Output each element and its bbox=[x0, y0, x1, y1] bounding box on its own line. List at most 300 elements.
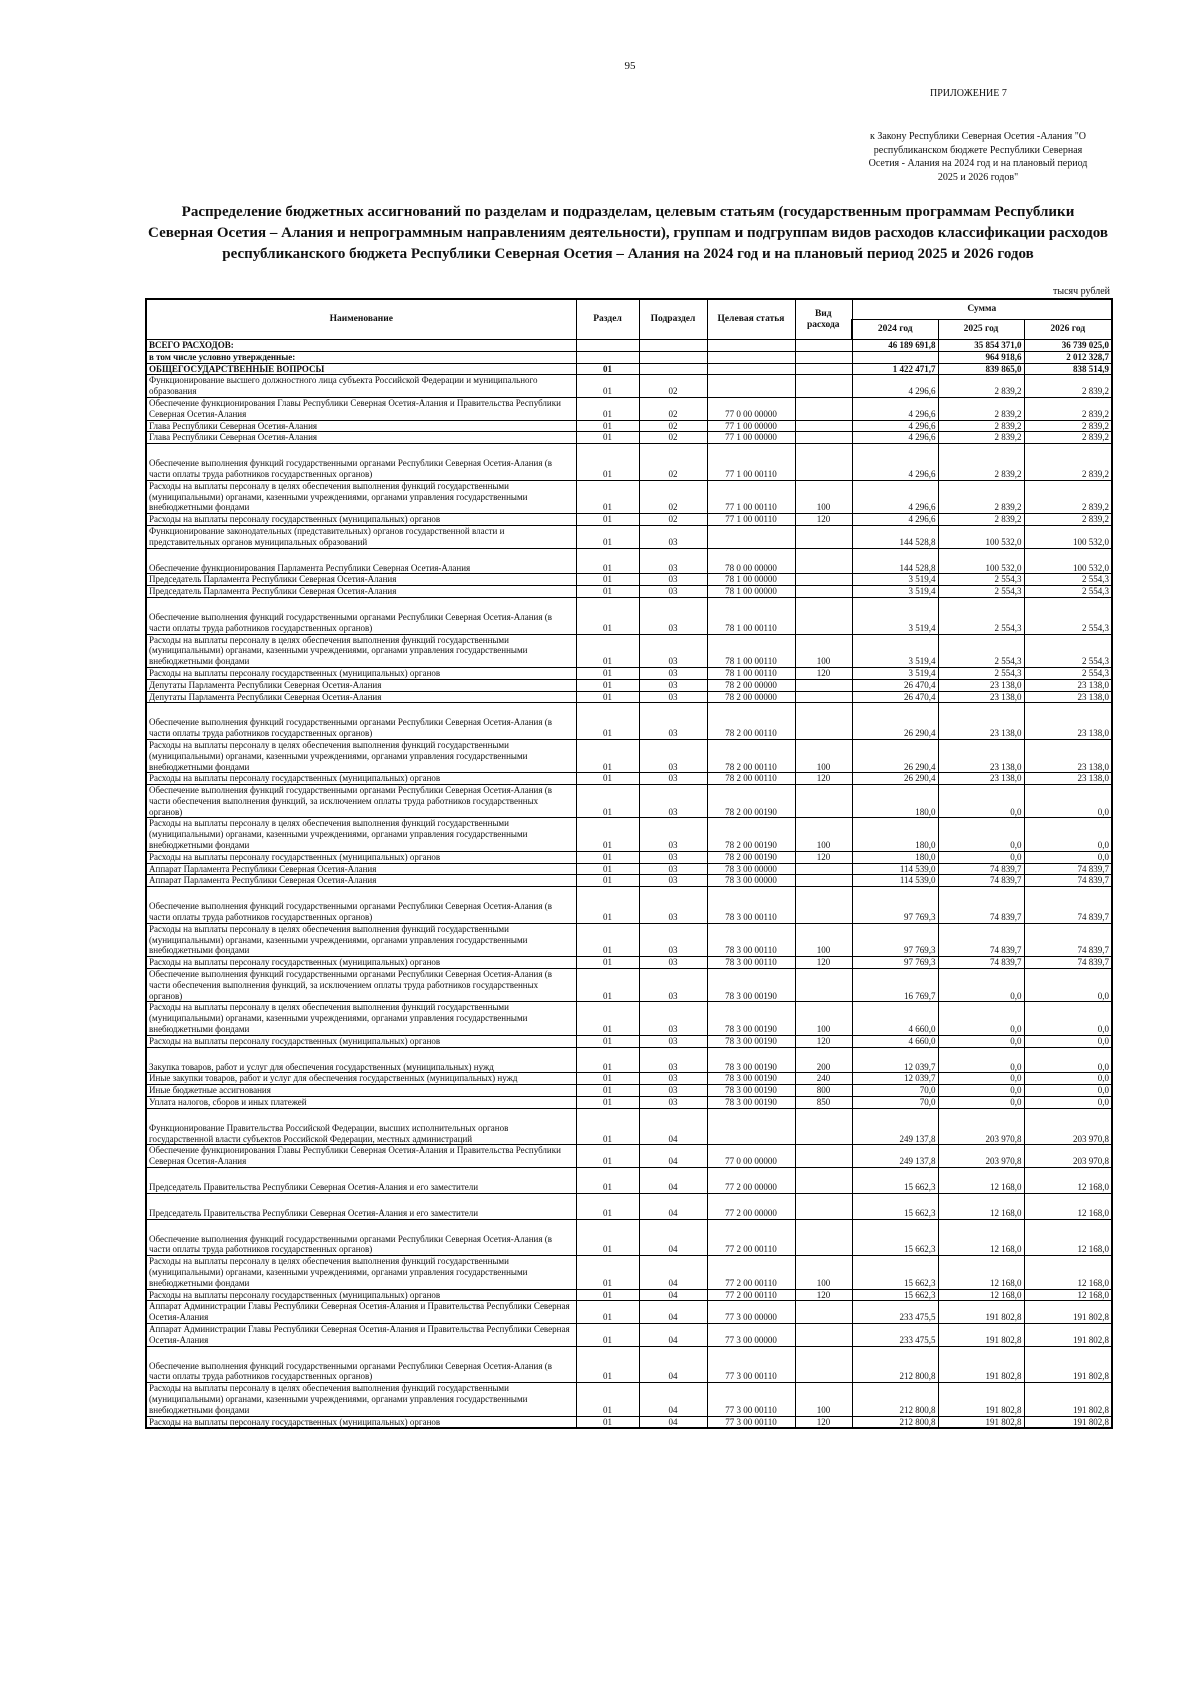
cell-expense-type: 100 bbox=[795, 1383, 852, 1416]
cell-name: Депутаты Парламента Республики Северная Осетия-Алания bbox=[146, 691, 576, 703]
cell-name: Расходы на выплаты персоналу в целях обеспечения выполнения функций государственными (муниципальными) органами, казенными учреждениями, органами управления государственными внебюджетными фондами bbox=[146, 923, 576, 956]
cell-2025: 191 802,8 bbox=[938, 1301, 1024, 1324]
cell-section: 01 bbox=[576, 432, 639, 444]
cell-name: Аппарат Парламента Республики Северная Осетия-Алания bbox=[146, 863, 576, 875]
cell-name: Обеспечение выполнения функций государственными органами Республики Северная Осетия-Алания (в части оплаты труда работников государственных органов) bbox=[146, 597, 576, 634]
cell-name: в том числе условно утвержденные: bbox=[146, 351, 576, 363]
cell-2024: 4 660,0 bbox=[852, 1035, 938, 1047]
cell-name: Обеспечение выполнения функций государственными органами Республики Северная Осетия-Алания (в части оплаты труда работников государственных органов) bbox=[146, 1219, 576, 1256]
cell-target: 78 1 00 00110 bbox=[707, 634, 795, 667]
table-row bbox=[146, 1168, 1112, 1194]
cell-section: 01 bbox=[576, 957, 639, 969]
table-row bbox=[146, 1097, 1112, 1109]
cell-target: 78 2 00 00000 bbox=[707, 691, 795, 703]
cell-2026: 23 138,0 bbox=[1024, 679, 1112, 691]
cell-subsection: 04 bbox=[639, 1256, 707, 1289]
cell-name: Обеспечение функционирования Главы Республики Северная Осетия-Алания и Правительства Республики Северная Осетия-Алания bbox=[146, 397, 576, 420]
cell-target: 78 3 00 00190 bbox=[707, 1097, 795, 1109]
cell-target: 77 1 00 00110 bbox=[707, 444, 795, 481]
table-row bbox=[146, 1085, 1112, 1097]
cell-name: Председатель Правительства Республики Северная Осетия-Алания и его заместители bbox=[146, 1193, 576, 1219]
cell-name: Расходы на выплаты персоналу государственных (муниципальных) органов bbox=[146, 773, 576, 785]
cell-section: 01 bbox=[576, 586, 639, 598]
cell-section: 01 bbox=[576, 739, 639, 772]
cell-2026: 191 802,8 bbox=[1024, 1416, 1112, 1428]
cell-name: Расходы на выплаты персоналу в целях обеспечения выполнения функций государственными (муниципальными) органами, казенными учреждениями, органами управления государственными внебюджетными фондами bbox=[146, 1383, 576, 1416]
cell-target: 78 2 00 00190 bbox=[707, 818, 795, 851]
cell-name: Расходы на выплаты персоналу государственных (муниципальных) органов bbox=[146, 514, 576, 526]
cell-subsection: 03 bbox=[639, 851, 707, 863]
table-row bbox=[146, 351, 1112, 363]
cell-2025: 23 138,0 bbox=[938, 703, 1024, 740]
cell-expense-type bbox=[795, 586, 852, 598]
cell-2026: 2 554,3 bbox=[1024, 574, 1112, 586]
cell-2025: 23 138,0 bbox=[938, 739, 1024, 772]
cell-section: 01 bbox=[576, 773, 639, 785]
cell-2026: 100 532,0 bbox=[1024, 548, 1112, 574]
cell-target: 77 3 00 00110 bbox=[707, 1383, 795, 1416]
cell-2025: 100 532,0 bbox=[938, 525, 1024, 548]
cell-expense-type: 100 bbox=[795, 923, 852, 956]
cell-2024: 233 475,5 bbox=[852, 1301, 938, 1324]
header-2026: 2026 год bbox=[1024, 320, 1112, 340]
table-row bbox=[146, 1073, 1112, 1085]
cell-2024: 16 769,7 bbox=[852, 969, 938, 1002]
cell-section: 01 bbox=[576, 1323, 639, 1346]
cell-name: Аппарат Парламента Республики Северная Осетия-Алания bbox=[146, 875, 576, 887]
cell-expense-type: 200 bbox=[795, 1047, 852, 1073]
cell-expense-type bbox=[795, 703, 852, 740]
cell-2026: 191 802,8 bbox=[1024, 1383, 1112, 1416]
cell-2025: 0,0 bbox=[938, 818, 1024, 851]
cell-subsection: 02 bbox=[639, 397, 707, 420]
cell-2026: 203 970,8 bbox=[1024, 1108, 1112, 1145]
cell-2026: 838 514,9 bbox=[1024, 363, 1112, 375]
cell-2025: 74 839,7 bbox=[938, 957, 1024, 969]
cell-2026: 2 839,2 bbox=[1024, 444, 1112, 481]
cell-subsection: 02 bbox=[639, 480, 707, 513]
table-row bbox=[146, 1108, 1112, 1145]
cell-section: 01 bbox=[576, 863, 639, 875]
table-row bbox=[146, 597, 1112, 634]
cell-2025: 2 554,3 bbox=[938, 597, 1024, 634]
header-section: Раздел bbox=[576, 299, 639, 340]
cell-expense-type: 120 bbox=[795, 1416, 852, 1428]
cell-name: Функционирование законодательных (представительных) органов государственной власти и представительных органов муниципальных образований bbox=[146, 525, 576, 548]
cell-expense-type: 240 bbox=[795, 1073, 852, 1085]
cell-subsection: 03 bbox=[639, 887, 707, 924]
table-row bbox=[146, 1035, 1112, 1047]
cell-2025: 2 839,2 bbox=[938, 432, 1024, 444]
cell-name: Расходы на выплаты персоналу в целях обеспечения выполнения функций государственными (муниципальными) органами, казенными учреждениями, органами управления государственными внебюджетными фондами bbox=[146, 1002, 576, 1035]
header-2025: 2025 год bbox=[938, 320, 1024, 340]
cell-section: 01 bbox=[576, 969, 639, 1002]
cell-target: 78 2 00 00190 bbox=[707, 851, 795, 863]
cell-section: 01 bbox=[576, 1256, 639, 1289]
cell-subsection: 03 bbox=[639, 1035, 707, 1047]
cell-target: 77 0 00 00000 bbox=[707, 397, 795, 420]
cell-subsection bbox=[639, 340, 707, 352]
cell-expense-type bbox=[795, 785, 852, 818]
table-row bbox=[146, 444, 1112, 481]
cell-section: 01 bbox=[576, 514, 639, 526]
cell-subsection: 03 bbox=[639, 957, 707, 969]
cell-subsection: 03 bbox=[639, 548, 707, 574]
cell-expense-type bbox=[795, 691, 852, 703]
cell-target: 78 0 00 00000 bbox=[707, 548, 795, 574]
cell-name: Председатель Правительства Республики Северная Осетия-Алания и его заместители bbox=[146, 1168, 576, 1194]
cell-2026: 0,0 bbox=[1024, 851, 1112, 863]
cell-name: Расходы на выплаты персоналу в целях обеспечения выполнения функций государственными (муниципальными) органами, казенными учреждениями, органами управления государственными внебюджетными фондами bbox=[146, 480, 576, 513]
cell-name: Расходы на выплаты персоналу государственных (муниципальных) органов bbox=[146, 1416, 576, 1428]
table-row bbox=[146, 375, 1112, 398]
cell-name: Обеспечение выполнения функций государственными органами Республики Северная Осетия-Алания (в части обеспечения выполнения функций, за исключением оплаты труда работников государственных органов) bbox=[146, 785, 576, 818]
cell-subsection: 04 bbox=[639, 1219, 707, 1256]
cell-2024: 212 800,8 bbox=[852, 1346, 938, 1383]
cell-target bbox=[707, 375, 795, 398]
cell-2024: 12 039,7 bbox=[852, 1073, 938, 1085]
cell-subsection: 03 bbox=[639, 597, 707, 634]
cell-2025: 12 168,0 bbox=[938, 1193, 1024, 1219]
cell-target: 78 3 00 00190 bbox=[707, 1035, 795, 1047]
cell-target: 78 3 00 00190 bbox=[707, 1073, 795, 1085]
cell-2024: 114 539,0 bbox=[852, 863, 938, 875]
cell-2026: 2 554,3 bbox=[1024, 586, 1112, 598]
cell-section: 01 bbox=[576, 1047, 639, 1073]
cell-target bbox=[707, 525, 795, 548]
cell-expense-type bbox=[795, 597, 852, 634]
cell-2024 bbox=[852, 351, 938, 363]
cell-target: 78 3 00 00000 bbox=[707, 875, 795, 887]
cell-2025: 2 839,2 bbox=[938, 480, 1024, 513]
page-number: 95 bbox=[624, 60, 636, 72]
cell-2026: 0,0 bbox=[1024, 1047, 1112, 1073]
cell-name: Глава Республики Северная Осетия-Алания bbox=[146, 432, 576, 444]
cell-2024: 4 296,6 bbox=[852, 420, 938, 432]
cell-2024: 3 519,4 bbox=[852, 667, 938, 679]
units-label: тысяч рублей bbox=[1052, 286, 1110, 297]
table-row bbox=[146, 432, 1112, 444]
cell-expense-type bbox=[795, 875, 852, 887]
cell-2024: 249 137,8 bbox=[852, 1108, 938, 1145]
cell-section: 01 bbox=[576, 1002, 639, 1035]
cell-2026: 2 554,3 bbox=[1024, 667, 1112, 679]
cell-expense-type bbox=[795, 969, 852, 1002]
cell-expense-type: 100 bbox=[795, 480, 852, 513]
cell-2024: 70,0 bbox=[852, 1097, 938, 1109]
table-row bbox=[146, 363, 1112, 375]
cell-2026: 74 839,7 bbox=[1024, 887, 1112, 924]
cell-target: 78 3 00 00110 bbox=[707, 957, 795, 969]
cell-2025: 0,0 bbox=[938, 1085, 1024, 1097]
cell-section bbox=[576, 351, 639, 363]
cell-expense-type bbox=[795, 432, 852, 444]
cell-2026: 2 554,3 bbox=[1024, 634, 1112, 667]
cell-2026: 12 168,0 bbox=[1024, 1219, 1112, 1256]
cell-target: 77 1 00 00000 bbox=[707, 420, 795, 432]
cell-name: Расходы на выплаты персоналу государственных (муниципальных) органов bbox=[146, 667, 576, 679]
cell-subsection: 03 bbox=[639, 785, 707, 818]
cell-2024: 15 662,3 bbox=[852, 1219, 938, 1256]
cell-expense-type: 100 bbox=[795, 1002, 852, 1035]
cell-2024: 26 470,4 bbox=[852, 691, 938, 703]
table-row bbox=[146, 634, 1112, 667]
cell-section: 01 bbox=[576, 1085, 639, 1097]
cell-2025: 74 839,7 bbox=[938, 887, 1024, 924]
cell-2026: 12 168,0 bbox=[1024, 1193, 1112, 1219]
law-reference: к Закону Республики Северная Осетия -Алания "О республиканском бюджете Республики Северная Осетия - Алания на 2024 год и на плановый период 2025 и 2026 годов" bbox=[868, 131, 1088, 183]
header-sum: Сумма bbox=[852, 299, 1112, 320]
cell-2026: 191 802,8 bbox=[1024, 1323, 1112, 1346]
cell-2024: 97 769,3 bbox=[852, 957, 938, 969]
cell-section: 01 bbox=[576, 420, 639, 432]
table-row bbox=[146, 851, 1112, 863]
cell-2025: 203 970,8 bbox=[938, 1108, 1024, 1145]
cell-2026: 203 970,8 bbox=[1024, 1145, 1112, 1168]
cell-2024: 4 296,6 bbox=[852, 480, 938, 513]
cell-2026: 74 839,7 bbox=[1024, 875, 1112, 887]
cell-2025: 964 918,6 bbox=[938, 351, 1024, 363]
cell-expense-type: 850 bbox=[795, 1097, 852, 1109]
cell-section: 01 bbox=[576, 1301, 639, 1324]
header-2024: 2024 год bbox=[852, 320, 938, 340]
cell-section: 01 bbox=[576, 1073, 639, 1085]
table-row bbox=[146, 586, 1112, 598]
cell-2025: 2 839,2 bbox=[938, 420, 1024, 432]
table-row bbox=[146, 525, 1112, 548]
cell-2025: 74 839,7 bbox=[938, 923, 1024, 956]
cell-section: 01 bbox=[576, 875, 639, 887]
table-body bbox=[146, 340, 1112, 1429]
cell-subsection: 03 bbox=[639, 691, 707, 703]
cell-expense-type: 120 bbox=[795, 667, 852, 679]
cell-2024: 180,0 bbox=[852, 785, 938, 818]
cell-target: 77 3 00 00000 bbox=[707, 1323, 795, 1346]
cell-2026: 0,0 bbox=[1024, 1002, 1112, 1035]
cell-name: Расходы на выплаты персоналу государственных (муниципальных) органов bbox=[146, 1289, 576, 1301]
cell-subsection: 03 bbox=[639, 739, 707, 772]
cell-expense-type bbox=[795, 1301, 852, 1324]
cell-2024: 3 519,4 bbox=[852, 574, 938, 586]
cell-target: 78 2 00 00190 bbox=[707, 785, 795, 818]
cell-expense-type: 100 bbox=[795, 818, 852, 851]
cell-expense-type bbox=[795, 1346, 852, 1383]
cell-2026: 12 168,0 bbox=[1024, 1168, 1112, 1194]
cell-2025: 2 554,3 bbox=[938, 667, 1024, 679]
cell-2026: 0,0 bbox=[1024, 969, 1112, 1002]
cell-expense-type: 120 bbox=[795, 1035, 852, 1047]
cell-expense-type bbox=[795, 340, 852, 352]
cell-expense-type bbox=[795, 1323, 852, 1346]
cell-target: 77 2 00 00110 bbox=[707, 1256, 795, 1289]
table-row bbox=[146, 703, 1112, 740]
cell-expense-type: 100 bbox=[795, 739, 852, 772]
cell-2024: 1 422 471,7 bbox=[852, 363, 938, 375]
cell-2024: 4 296,6 bbox=[852, 432, 938, 444]
cell-subsection: 04 bbox=[639, 1383, 707, 1416]
cell-2026: 23 138,0 bbox=[1024, 691, 1112, 703]
cell-2026: 2 839,2 bbox=[1024, 514, 1112, 526]
cell-name: Аппарат Администрации Главы Республики Северная Осетия-Алания и Правительства Республики Северная Осетия-Алания bbox=[146, 1323, 576, 1346]
cell-target: 77 3 00 00110 bbox=[707, 1346, 795, 1383]
cell-name: ОБЩЕГОСУДАРСТВЕННЫЕ ВОПРОСЫ bbox=[146, 363, 576, 375]
table-row bbox=[146, 785, 1112, 818]
cell-name: Закупка товаров, работ и услуг для обеспечения государственных (муниципальных) нужд bbox=[146, 1047, 576, 1073]
cell-expense-type: 100 bbox=[795, 634, 852, 667]
cell-2025: 191 802,8 bbox=[938, 1416, 1024, 1428]
cell-expense-type bbox=[795, 375, 852, 398]
cell-subsection: 04 bbox=[639, 1323, 707, 1346]
cell-section: 01 bbox=[576, 375, 639, 398]
cell-target: 78 3 00 00000 bbox=[707, 863, 795, 875]
table-row bbox=[146, 739, 1112, 772]
cell-2026: 2 554,3 bbox=[1024, 597, 1112, 634]
cell-subsection: 03 bbox=[639, 586, 707, 598]
cell-name: Иные закупки товаров, работ и услуг для обеспечения государственных (муниципальных) нужд bbox=[146, 1073, 576, 1085]
cell-subsection: 03 bbox=[639, 773, 707, 785]
cell-expense-type: 120 bbox=[795, 851, 852, 863]
cell-section: 01 bbox=[576, 1219, 639, 1256]
cell-name: ВСЕГО РАСХОДОВ: bbox=[146, 340, 576, 352]
cell-2026: 0,0 bbox=[1024, 818, 1112, 851]
table-row bbox=[146, 1346, 1112, 1383]
cell-2025: 2 839,2 bbox=[938, 444, 1024, 481]
cell-name: Иные бюджетные ассигнования bbox=[146, 1085, 576, 1097]
cell-2025: 12 168,0 bbox=[938, 1256, 1024, 1289]
cell-2025: 0,0 bbox=[938, 1047, 1024, 1073]
cell-expense-type bbox=[795, 1219, 852, 1256]
cell-target: 78 3 00 00110 bbox=[707, 923, 795, 956]
cell-subsection: 03 bbox=[639, 863, 707, 875]
cell-2024: 144 528,8 bbox=[852, 525, 938, 548]
header-subsection: Подраздел bbox=[639, 299, 707, 340]
cell-2026: 12 168,0 bbox=[1024, 1289, 1112, 1301]
cell-target: 77 1 00 00110 bbox=[707, 514, 795, 526]
table-row bbox=[146, 420, 1112, 432]
cell-subsection: 03 bbox=[639, 679, 707, 691]
cell-2025: 0,0 bbox=[938, 851, 1024, 863]
cell-2025: 191 802,8 bbox=[938, 1383, 1024, 1416]
cell-2026: 0,0 bbox=[1024, 1073, 1112, 1085]
cell-expense-type: 120 bbox=[795, 773, 852, 785]
cell-2024: 212 800,8 bbox=[852, 1416, 938, 1428]
cell-2024: 4 296,6 bbox=[852, 444, 938, 481]
cell-2025: 0,0 bbox=[938, 1073, 1024, 1085]
cell-2024: 4 296,6 bbox=[852, 514, 938, 526]
cell-2025: 0,0 bbox=[938, 1002, 1024, 1035]
cell-2025: 100 532,0 bbox=[938, 548, 1024, 574]
cell-name: Депутаты Парламента Республики Северная Осетия-Алания bbox=[146, 679, 576, 691]
cell-target: 77 3 00 00110 bbox=[707, 1416, 795, 1428]
cell-expense-type bbox=[795, 397, 852, 420]
cell-expense-type bbox=[795, 420, 852, 432]
cell-subsection bbox=[639, 351, 707, 363]
cell-2024: 3 519,4 bbox=[852, 597, 938, 634]
cell-target: 78 3 00 00190 bbox=[707, 1047, 795, 1073]
cell-expense-type bbox=[795, 444, 852, 481]
cell-2026: 12 168,0 bbox=[1024, 1256, 1112, 1289]
cell-2026: 191 802,8 bbox=[1024, 1301, 1112, 1324]
table-row bbox=[146, 887, 1112, 924]
cell-2025: 0,0 bbox=[938, 785, 1024, 818]
cell-subsection: 02 bbox=[639, 420, 707, 432]
cell-section: 01 bbox=[576, 480, 639, 513]
cell-2026: 0,0 bbox=[1024, 1097, 1112, 1109]
table-row bbox=[146, 340, 1112, 352]
cell-2025: 2 839,2 bbox=[938, 375, 1024, 398]
cell-2024: 4 660,0 bbox=[852, 1002, 938, 1035]
cell-2025: 2 554,3 bbox=[938, 574, 1024, 586]
cell-2026: 0,0 bbox=[1024, 1085, 1112, 1097]
cell-section: 01 bbox=[576, 887, 639, 924]
cell-section: 01 bbox=[576, 444, 639, 481]
cell-2024: 26 470,4 bbox=[852, 679, 938, 691]
cell-name: Обеспечение функционирования Главы Республики Северная Осетия-Алания и Правительства Республики Северная Осетия-Алания bbox=[146, 1145, 576, 1168]
table-row bbox=[146, 514, 1112, 526]
cell-subsection: 04 bbox=[639, 1108, 707, 1145]
cell-2025: 12 168,0 bbox=[938, 1289, 1024, 1301]
cell-expense-type: 100 bbox=[795, 1256, 852, 1289]
cell-target: 77 0 00 00000 bbox=[707, 1145, 795, 1168]
cell-target: 78 1 00 00110 bbox=[707, 597, 795, 634]
table-row bbox=[146, 818, 1112, 851]
cell-subsection: 04 bbox=[639, 1193, 707, 1219]
cell-subsection: 04 bbox=[639, 1289, 707, 1301]
cell-2024: 70,0 bbox=[852, 1085, 938, 1097]
table-row bbox=[146, 1047, 1112, 1073]
cell-2026: 23 138,0 bbox=[1024, 739, 1112, 772]
cell-2024: 114 539,0 bbox=[852, 875, 938, 887]
cell-2024: 15 662,3 bbox=[852, 1168, 938, 1194]
table-row bbox=[146, 1383, 1112, 1416]
cell-subsection: 03 bbox=[639, 1002, 707, 1035]
cell-subsection: 04 bbox=[639, 1301, 707, 1324]
cell-name: Обеспечение выполнения функций государственными органами Республики Северная Осетия-Алания (в части оплаты труда работников государственных органов) bbox=[146, 444, 576, 481]
table-row bbox=[146, 548, 1112, 574]
cell-2025: 35 854 371,0 bbox=[938, 340, 1024, 352]
cell-2024: 26 290,4 bbox=[852, 739, 938, 772]
cell-2024: 46 189 691,8 bbox=[852, 340, 938, 352]
header-expense-type: Вид расхода bbox=[795, 299, 852, 340]
cell-2026: 191 802,8 bbox=[1024, 1346, 1112, 1383]
cell-2024: 15 662,3 bbox=[852, 1256, 938, 1289]
cell-2024: 15 662,3 bbox=[852, 1289, 938, 1301]
cell-name: Обеспечение выполнения функций государственными органами Республики Северная Осетия-Алания (в части оплаты труда работников государственных органов) bbox=[146, 887, 576, 924]
table-row bbox=[146, 773, 1112, 785]
cell-target: 78 1 00 00000 bbox=[707, 586, 795, 598]
cell-2025: 74 839,7 bbox=[938, 875, 1024, 887]
cell-2025: 0,0 bbox=[938, 1097, 1024, 1109]
cell-2024: 26 290,4 bbox=[852, 773, 938, 785]
cell-2026: 2 839,2 bbox=[1024, 432, 1112, 444]
cell-section: 01 bbox=[576, 397, 639, 420]
cell-target: 77 2 00 00110 bbox=[707, 1289, 795, 1301]
cell-subsection: 03 bbox=[639, 1073, 707, 1085]
cell-target: 77 2 00 00000 bbox=[707, 1168, 795, 1194]
cell-expense-type bbox=[795, 1168, 852, 1194]
cell-2025: 191 802,8 bbox=[938, 1346, 1024, 1383]
cell-section: 01 bbox=[576, 1168, 639, 1194]
cell-2024: 3 519,4 bbox=[852, 586, 938, 598]
cell-2025: 203 970,8 bbox=[938, 1145, 1024, 1168]
cell-expense-type: 120 bbox=[795, 514, 852, 526]
cell-expense-type bbox=[795, 887, 852, 924]
cell-expense-type bbox=[795, 679, 852, 691]
table-row bbox=[146, 863, 1112, 875]
cell-expense-type bbox=[795, 1193, 852, 1219]
cell-target bbox=[707, 1108, 795, 1145]
cell-section: 01 bbox=[576, 1193, 639, 1219]
